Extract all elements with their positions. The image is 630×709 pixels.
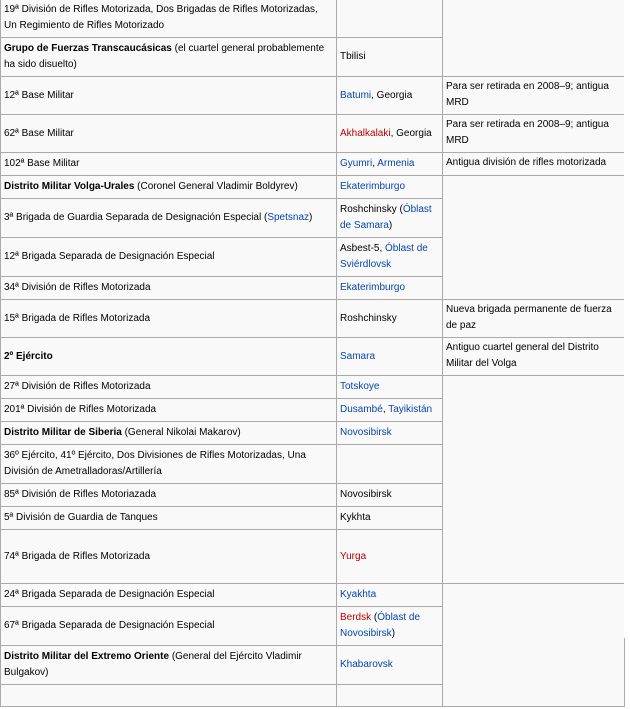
table-row <box>1 176 625 199</box>
wiki-link[interactable]: Berdsk <box>340 612 372 623</box>
table-row <box>1 584 625 607</box>
table-row <box>1 300 625 338</box>
location-cell <box>337 176 443 199</box>
unit-cell <box>1 685 337 707</box>
cell-text: ) <box>391 628 396 639</box>
unit-cell <box>1 399 337 422</box>
cell-text: Asbest-5, <box>340 243 386 254</box>
location-cell <box>337 277 443 300</box>
location-cell <box>337 115 443 153</box>
cell-text: 27ª División de Rifles Motorizada <box>4 381 151 392</box>
wiki-link[interactable]: Yurga <box>340 550 367 562</box>
wiki-link[interactable]: Óblast de Sviérdlovsk <box>340 243 428 270</box>
location-cell <box>337 338 443 376</box>
wiki-link[interactable]: Óblast de Samara <box>340 204 432 231</box>
wiki-link[interactable]: Spetsnaz <box>267 212 310 223</box>
unit-cell <box>1 376 337 399</box>
cell-text: Tbilisi <box>340 51 366 62</box>
page-margin <box>624 0 630 638</box>
notes-cell <box>443 176 625 300</box>
cell-text: 3ª Brigada de Guardia Separada de Designación Especial ( <box>4 212 268 223</box>
unit-cell <box>1 338 337 376</box>
cell-text: 102ª Base Militar <box>4 158 80 169</box>
cell-text: , Georgia <box>390 127 432 139</box>
unit-cell <box>1 422 337 445</box>
cell-text: ) <box>309 212 313 223</box>
wiki-link[interactable]: Gyumri <box>340 158 373 169</box>
cell-text: (Coronel General Vladimir Boldyrev) <box>134 181 298 192</box>
notes-cell: Para ser retirada en 2008–9; antigua MRD <box>443 115 625 153</box>
cell-text: (General Nikolai Makarov) <box>121 427 241 438</box>
notes-cell: Nueva brigada permanente de fuerza de paz <box>443 300 625 338</box>
wiki-link[interactable]: Totskoye <box>340 381 380 392</box>
wiki-link[interactable]: Tayikistán <box>388 404 433 415</box>
location-cell <box>337 0 443 38</box>
location-cell <box>337 685 443 707</box>
wiki-link[interactable]: Dusambé <box>340 404 383 415</box>
cell-text: , <box>372 158 378 169</box>
cell-text: Kykhta <box>340 512 371 523</box>
wiki-link[interactable]: Samara <box>340 350 376 362</box>
location-cell <box>337 238 443 277</box>
cell-text: (el cuartel general probablemente ha sido disuelto) <box>4 43 325 70</box>
unit-cell <box>1 238 337 277</box>
bold-text: Grupo de Fuerzas Transcaucásicas <box>4 43 172 54</box>
table-body <box>1 0 625 707</box>
unit-cell <box>1 77 337 115</box>
cell-text: 12ª Brigada Separada de Designación Especial <box>4 251 215 262</box>
unit-cell <box>1 607 337 646</box>
cell-text: , Georgia <box>371 89 413 101</box>
cell-text: (General del Ejército Vladimir Bulgakov) <box>4 651 302 678</box>
wiki-link[interactable]: Armenia <box>377 158 415 169</box>
table-row <box>1 77 625 115</box>
notes-cell <box>443 376 625 584</box>
location-cell <box>337 646 443 685</box>
table-row <box>1 376 625 399</box>
unit-cell <box>1 0 337 38</box>
unit-cell <box>1 584 337 607</box>
cell-text: ( <box>371 612 378 623</box>
cell-text: 74ª Brigada de Rifles Motorizada <box>4 550 151 562</box>
location-cell <box>337 584 443 607</box>
cell-text: 5ª División de Guardia de Tanques <box>4 512 158 523</box>
cell-text: 67ª Brigada Separada de Designación Especial <box>4 620 215 631</box>
cell-text: 24ª Brigada Separada de Designación Especial <box>4 589 215 600</box>
unit-cell <box>1 300 337 338</box>
cell-text: 201ª División de Rifles Motorizada <box>4 404 157 415</box>
wiki-link[interactable]: Ekaterimburgo <box>340 282 406 293</box>
cell-text: 34ª División de Rifles Motorizada <box>4 282 151 293</box>
wiki-link[interactable]: Khabarovsk <box>340 659 393 670</box>
cell-text: 12ª Base Militar <box>4 89 74 101</box>
unit-cell <box>1 530 337 584</box>
cell-text: Roshchinsky ( <box>340 204 403 215</box>
location-cell <box>337 153 443 176</box>
table-row <box>1 0 625 38</box>
table-row <box>1 153 625 176</box>
unit-cell <box>1 445 337 484</box>
wiki-link[interactable]: Ekaterimburgo <box>340 181 406 192</box>
notes-cell: Antigua división de rifles motorizada <box>443 153 625 176</box>
bold-text: Distrito Militar Volga-Urales <box>4 181 135 192</box>
cell-text: 85ª División de Rifles Motoriazada <box>4 489 157 500</box>
unit-cell <box>1 38 337 77</box>
cell-text: ) <box>388 220 393 231</box>
table-row <box>1 115 625 153</box>
notes-cell: Antiguo cuartel general del Distrito Militar del Volga <box>443 338 625 376</box>
location-cell <box>337 38 443 77</box>
unit-cell <box>1 153 337 176</box>
location-cell <box>337 399 443 422</box>
table-row <box>1 338 625 376</box>
bold-text: 2º Ejército <box>4 350 53 362</box>
cell-text: 15ª Brigada de Rifles Motorizada <box>4 312 151 324</box>
notes-cell: Para ser retirada en 2008–9; antigua MRD <box>443 77 625 115</box>
location-cell <box>337 607 443 646</box>
cell-text: 62ª Base Militar <box>4 127 74 139</box>
cell-text: , <box>382 404 389 415</box>
location-cell <box>337 530 443 584</box>
wiki-link[interactable]: Óblast de Novosibirsk <box>340 612 421 639</box>
cell-text: Roshchinsky <box>340 312 397 324</box>
location-cell <box>337 484 443 507</box>
notes-cell <box>443 584 625 707</box>
wiki-link[interactable]: Kyakhta <box>340 589 377 600</box>
location-cell <box>337 77 443 115</box>
unit-cell <box>1 176 337 199</box>
unit-cell <box>1 277 337 300</box>
location-cell <box>337 300 443 338</box>
unit-cell <box>1 199 337 238</box>
unit-cell <box>1 507 337 530</box>
cell-text: Novosibirsk <box>340 489 392 500</box>
unit-cell <box>1 115 337 153</box>
notes-cell <box>443 0 625 77</box>
wiki-link[interactable]: Novosibirsk <box>340 427 392 438</box>
wiki-link[interactable]: Batumi <box>340 89 372 101</box>
bold-text: Distrito Militar del Extremo Oriente <box>4 651 170 662</box>
cell-text: 19ª División de Rifles Motorizada, Dos Brigadas de Rifles Motorizadas, Un Regimiento de Rifles Motorizado <box>4 4 318 31</box>
unit-cell <box>1 484 337 507</box>
cell-text: 36º Ejército, 41º Ejército, Dos Divisiones de Rifles Motorizadas, Una División de Ametralladoras/Artillería <box>4 450 306 477</box>
location-cell <box>337 376 443 399</box>
unit-cell <box>1 646 337 685</box>
location-cell <box>337 507 443 530</box>
bold-text: Distrito Militar de Siberia <box>4 427 122 438</box>
location-cell <box>337 199 443 238</box>
location-cell <box>337 445 443 484</box>
wiki-link[interactable]: Akhalkalaki <box>340 127 391 139</box>
location-cell <box>337 422 443 445</box>
